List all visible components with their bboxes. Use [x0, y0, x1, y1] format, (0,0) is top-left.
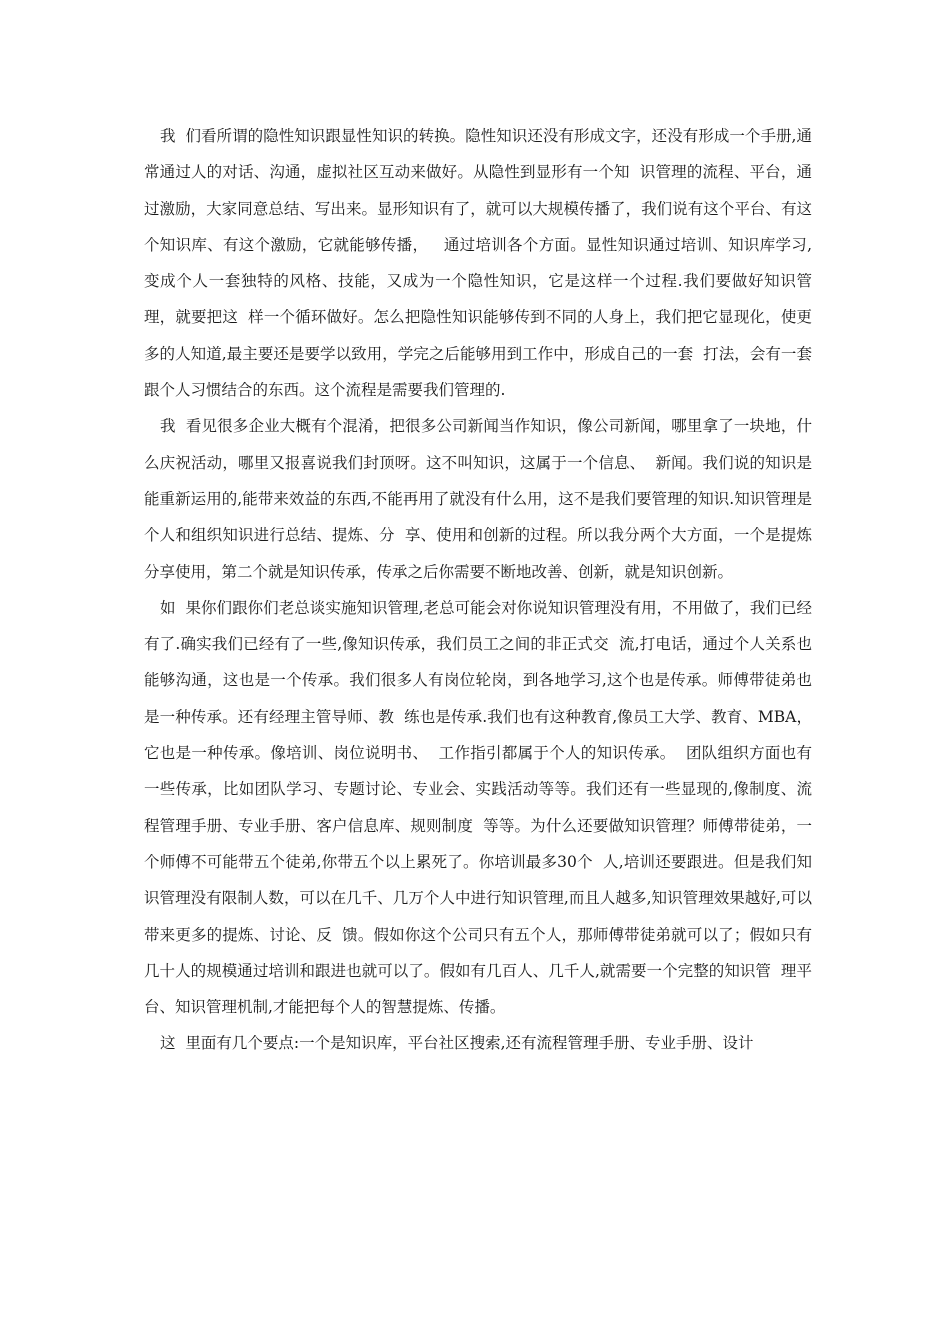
paragraph-knowledge-inheritance: 如 果你们跟你们老总谈实施知识管理,老总可能会对你说知识管理没有用，不用做了，我们已经有了.确实我们已经有了一些,像知识传承，我们员工之间的非正式交 流,打电话，通过个人关系也能够沟通，这也是一个传承。我们很多人有岗位轮岗，到各地学习,这个也是传承。师傅带徒弟也是一种传承。还有经理主管导师、教 练也是传承.我们也有这种教育,像员工大学、教育、MBA，它也是一种传承。像培训、岗位说明书、 工作指引都属于个人的知识传承。 团队组织方面也有一些传承，比如团队学习、专题讨论、专业会、实践活动等等。我们还有一些显现的,像制度、流程管理手册、专业手册、客户信息库、规则制度 等等。为什么还要做知识管理？师傅带徒弟，一个师傅不可能带五个徒弟,你带五个以上累死了。你培训最多30个 人,培训还要跟进。但是我们知识管理没有限制人数，可以在几千、几万个人中进行知识管理,而且人越多,知识管理效果越好,可以带来更多的提炼、讨论、反 馈。假如你这个公司只有五个人，那师傅带徒弟就可以了；假如只有几十人的规模通过培训和跟进也就可以了。假如有几百人、几千人,就需要一个完整的知识管 理平台、知识管理机制,才能把每个人的智慧提炼、传播。: [144, 598, 812, 1017]
paragraph-knowledge-vs-news: 我 看见很多企业大概有个混淆，把很多公司新闻当作知识，像公司新闻，哪里拿了一块地，什么庆祝活动，哪里又报喜说我们封顶呀。这不叫知识，这属于一个信息、 新闻。我们说的知识是能重新运用的,能带来效益的东西,不能再用了就没有什么用，这不是我们要管理的知识.知识管理是个人和组织知识进行总结、提炼、分 享、使用和创新的过程。所以我分两个大方面，一个是提炼分享使用，第二个就是知识传承，传承之后你需要不断地改善、创新，就是知识创新。: [144, 417, 812, 581]
paragraph-key-points: 这 里面有几个要点:一个是知识库，平台社区搜索,还有流程管理手册、专业手册、设计: [160, 1034, 754, 1053]
document-body: [144, 118, 812, 1062]
paragraph-tacit-explicit-knowledge: 我 们看所谓的隐性知识跟显性知识的转换。隐性知识还没有形成文字，还没有形成一个手册,通常通过人的对话、沟通，虚拟社区互动来做好。从隐性到显形有一个知 识管理的流程、平台，通过激励，大家同意总结、写出来。显形知识有了，就可以大规模传播了，我们说有这个平台、有这个知识库、有这个激励，它就能够传播， 通过培训各个方面。显性知识通过培训、知识库学习,变成个人一套独特的风格、技能，又成为一个隐性知识，它是这样一个过程.我们要做好知识管理，就要把这 样一个循环做好。怎么把隐性知识能够传到不同的人身上，我们把它显现化，使更多的人知道,最主要还是要学以致用，学完之后能够用到工作中，形成自己的一套 打法，会有一套跟个人习惯结合的东西。这个流程是需要我们管理的.: [144, 127, 812, 400]
